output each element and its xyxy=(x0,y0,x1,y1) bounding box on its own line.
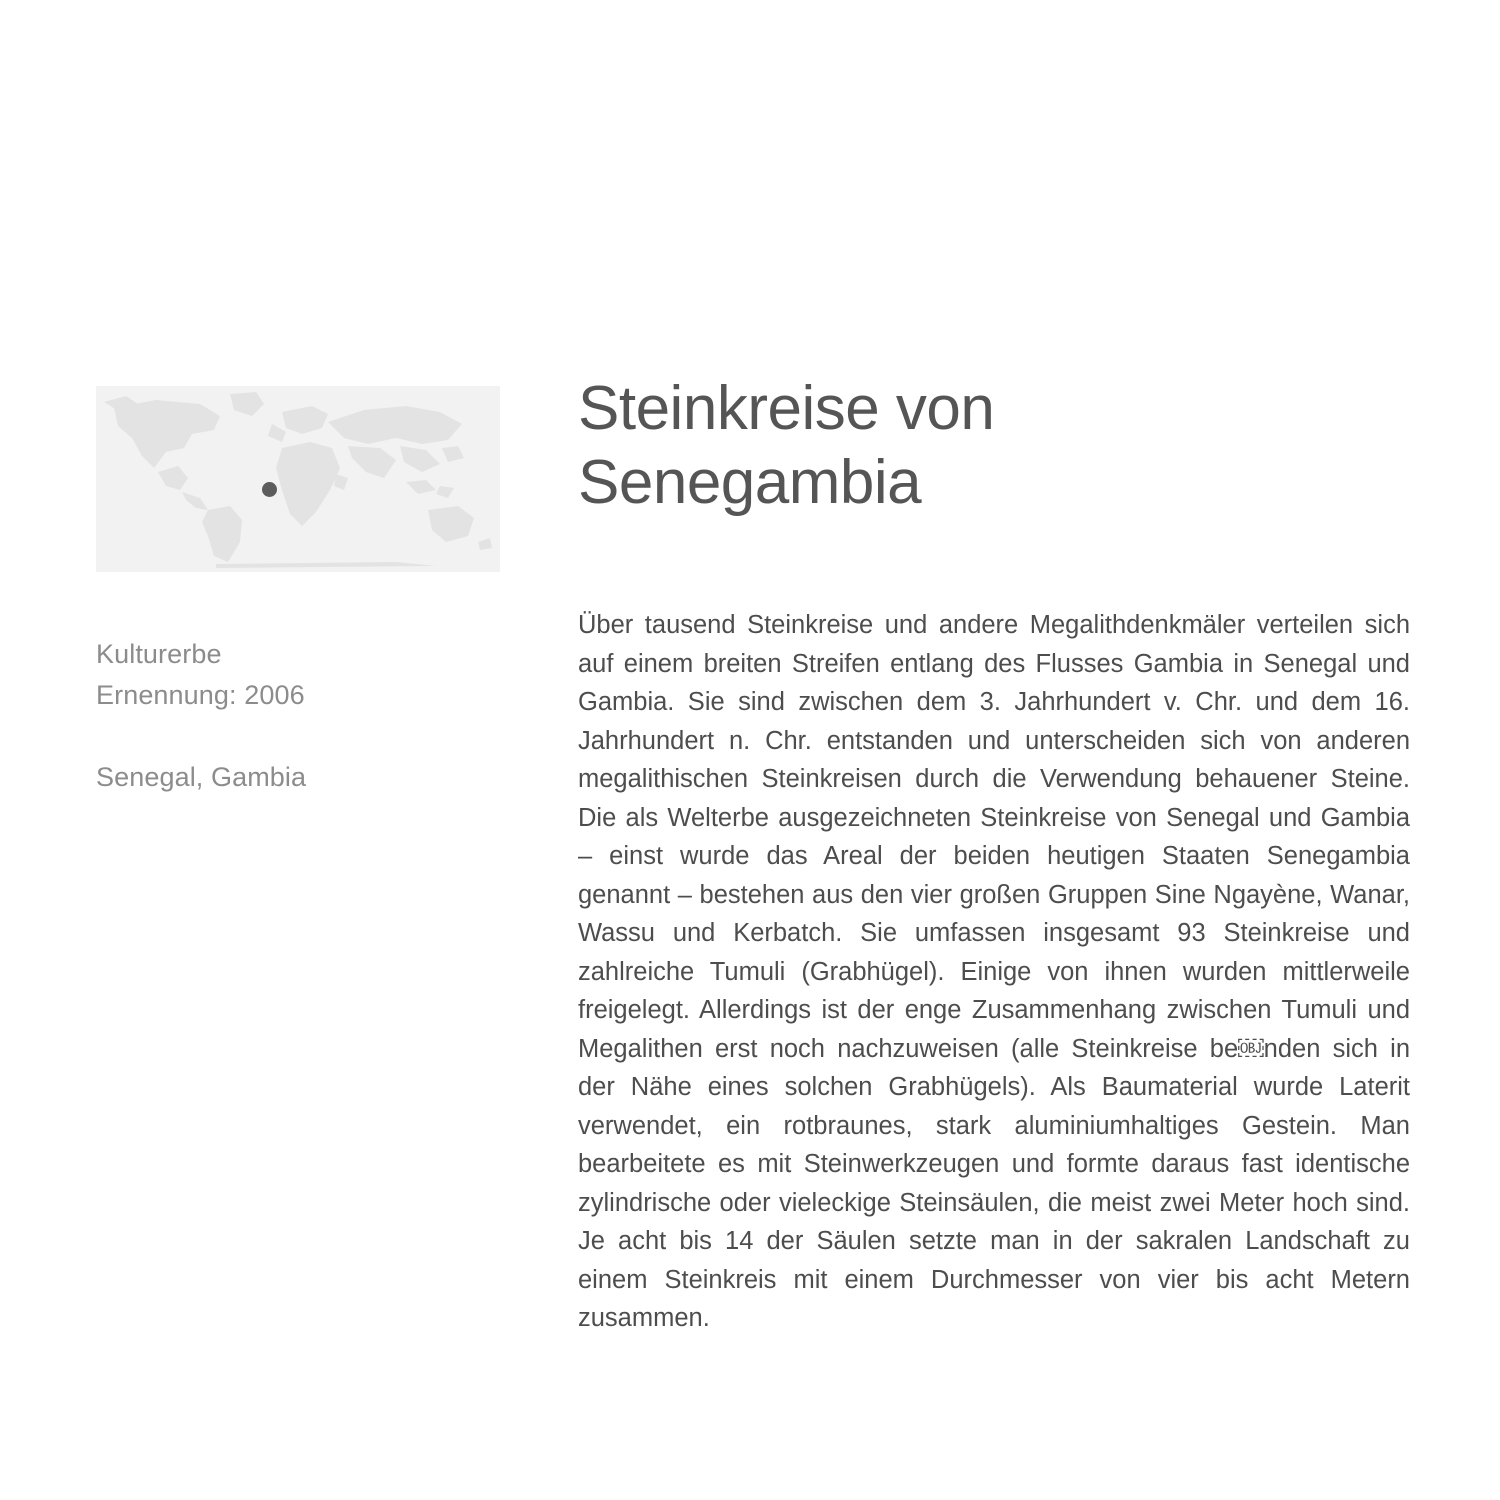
metadata-location xyxy=(96,757,516,798)
sidebar xyxy=(96,386,516,798)
page-title-line-2: Senegambia xyxy=(578,448,922,517)
heritage-designation: Ernennung: 2006 xyxy=(96,680,305,710)
map-location-marker xyxy=(262,482,277,497)
content-column xyxy=(578,372,1410,1363)
heritage-category: Kulturerbe xyxy=(96,639,222,669)
heritage-countries: Senegal, Gambia xyxy=(96,762,307,792)
world-map-figure xyxy=(96,386,500,572)
metadata-heritage xyxy=(96,634,516,716)
body-paragraph: Über tausend Steinkreise und andere Megalithdenkmäler verteilen sich auf einem breiten Streifen entlang des Flusses Gambia in Senegal und Gambia. Sie sind zwischen dem 3. Jahrhundert v. Chr. und dem 16. Jahrhundert n. Chr. entstanden und unterscheiden sich von anderen megalithischen Steinkreisen durch die Verwendung behauener Steine. Die als Welterbe ausgezeichneten Steinkreise von Senegal und Gambia – einst wurde das Areal der beiden heutigen Staaten Senegambia genannt – bestehen aus den vier großen Gruppen Sine Ngayène, Wanar, Wassu und Kerbatch. Sie umfassen insgesamt 93 Steinkreise und zahlreiche Tumuli (Grabhügel). Einige von ihnen wurden mittlerweile freigelegt. Allerdings ist der enge Zusammenhang zwischen Tumuli und Megalithen erst noch nachzuweisen (alle Steinkreise be￼nden sich in der Nähe eines solchen Grabhügels). Als Baumaterial wurde Laterit verwendet, ein rotbraunes, stark aluminiumhaltiges Gestein. Man bearbeitete es mit Steinwerkzeugen und formte daraus fast identische zylindrische oder vieleckige Steinsäulen, die meist zwei Meter hoch sind. Je acht bis 14 der Säulen setzte man in der sakralen Landschaft zu einem Steinkreis mit einem Durchmesser von vier bis acht Metern zusammen. xyxy=(578,611,1410,1332)
page-title xyxy=(578,372,1410,520)
world-map-icon xyxy=(96,386,500,572)
page-title-line-1: Steinkreise von xyxy=(578,374,995,443)
metadata-list xyxy=(96,634,516,798)
